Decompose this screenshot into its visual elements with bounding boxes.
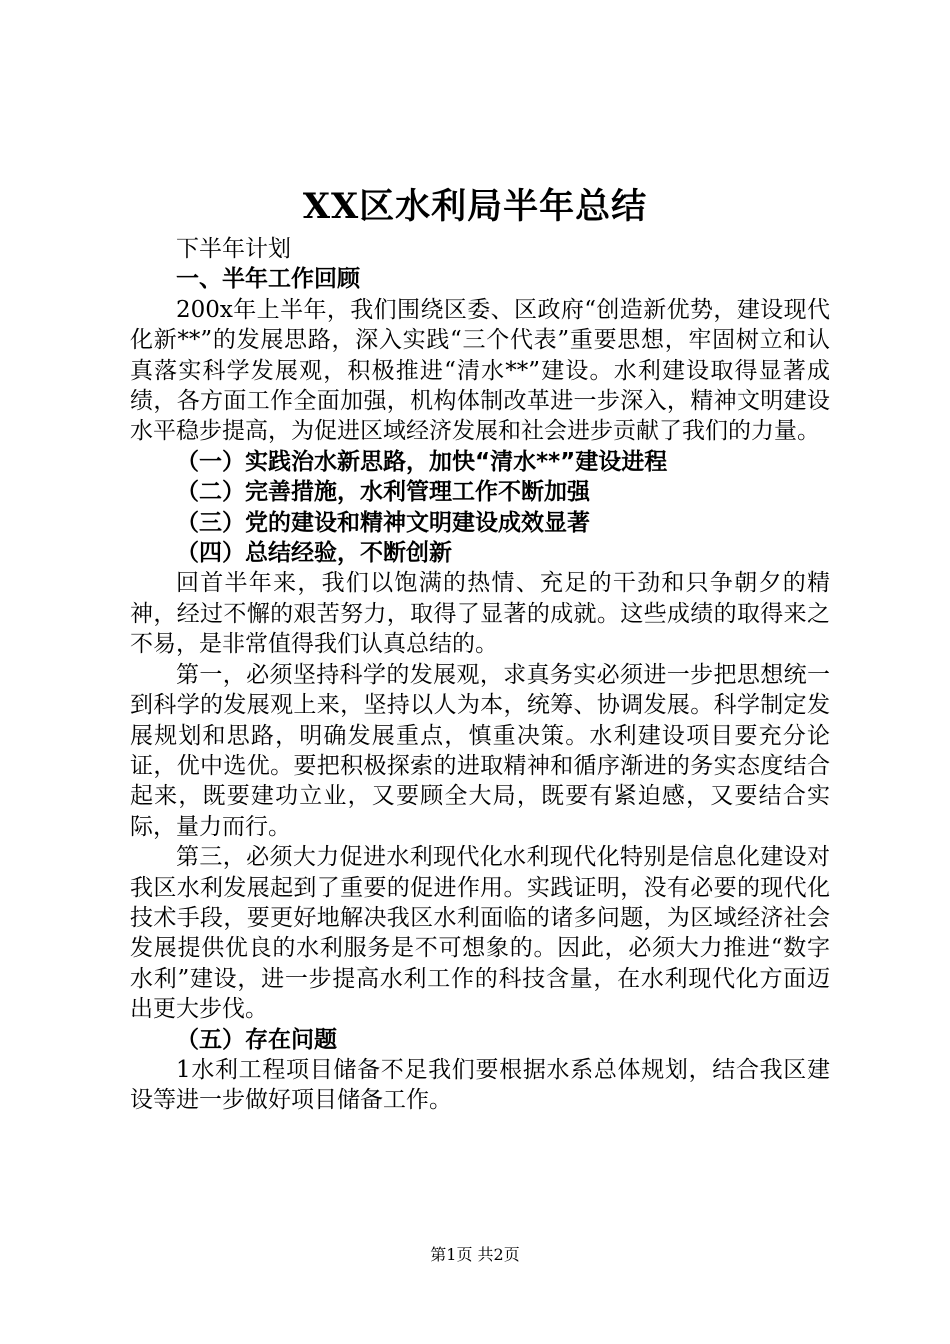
document-body [130,234,830,1116]
paragraph-first: 第一，必须坚持科学的发展观，求真务实必须进一步把思想统一到科学的发展观上来，坚持以人为本，统筹、协调发展。科学制定发展规划和思路，明确发展重点，慎重决策。水利建设项目要充分论证，优中选优。要把积极探索的进取精神和循序渐进的务实态度结合起来，既要建功立业，又要顾全大局，既要有紧迫感，又要结合实际，量力而行。 [130,661,830,840]
page-footer: 第1页 共2页 [430,1245,520,1264]
subheading-1: （一）实践治水新思路，加快“清水**”建设进程 [176,448,668,475]
subheading-3: （三）党的建设和精神文明建设成效显著 [176,509,590,536]
paragraph-problem: 1水利工程项目储备不足我们要根据水系总体规划，结合我区建设等进一步做好项目储备工作。 [130,1056,830,1114]
subheading-4: （四）总结经验，不断创新 [176,540,452,567]
paragraph-third: 第三，必须大力促进水利现代化水利现代化特别是信息化建设对我区水利发展起到了重要的促进作用。实践证明，没有必要的现代化技术手段，要更好地解决我区水利面临的诸多问题，为区域经济社会发展提供优良的水利服务是不可想象的。因此，必须大力推进“数字水利”建设，进一步提高水利工作的科技含量，在水利现代化方面迈出更大步伐。 [130,844,830,1023]
paragraph-intro: 200x年上半年，我们围绕区委、区政府“创造新优势，建设现代化新**”的发展思路，深入实践“三个代表”重要思想，牢固树立和认真落实科学发展观，积极推进“清水**”建设。水利建设取得显著成绩，各方面工作全面加强，机构体制改革进一步深入，精神文明建设水平稳步提高，为促进区域经济发展和社会进步贡献了我们的力量。 [130,296,830,445]
paragraph-review: 回首半年来，我们以饱满的热情、充足的干劲和只争朝夕的精神，经过不懈的艰苦努力，取得了显著的成就。这些成绩的取得来之不易，是非常值得我们认真总结的。 [130,570,830,658]
document-title: XX区水利局半年总结 [302,186,648,227]
subtitle-text: 下半年计划 [176,236,291,262]
section-heading-review: 一、半年工作回顾 [176,266,360,293]
subheading-5: （五）存在问题 [176,1026,337,1053]
subheading-2: （二）完善措施，水利管理工作不断加强 [176,479,590,506]
